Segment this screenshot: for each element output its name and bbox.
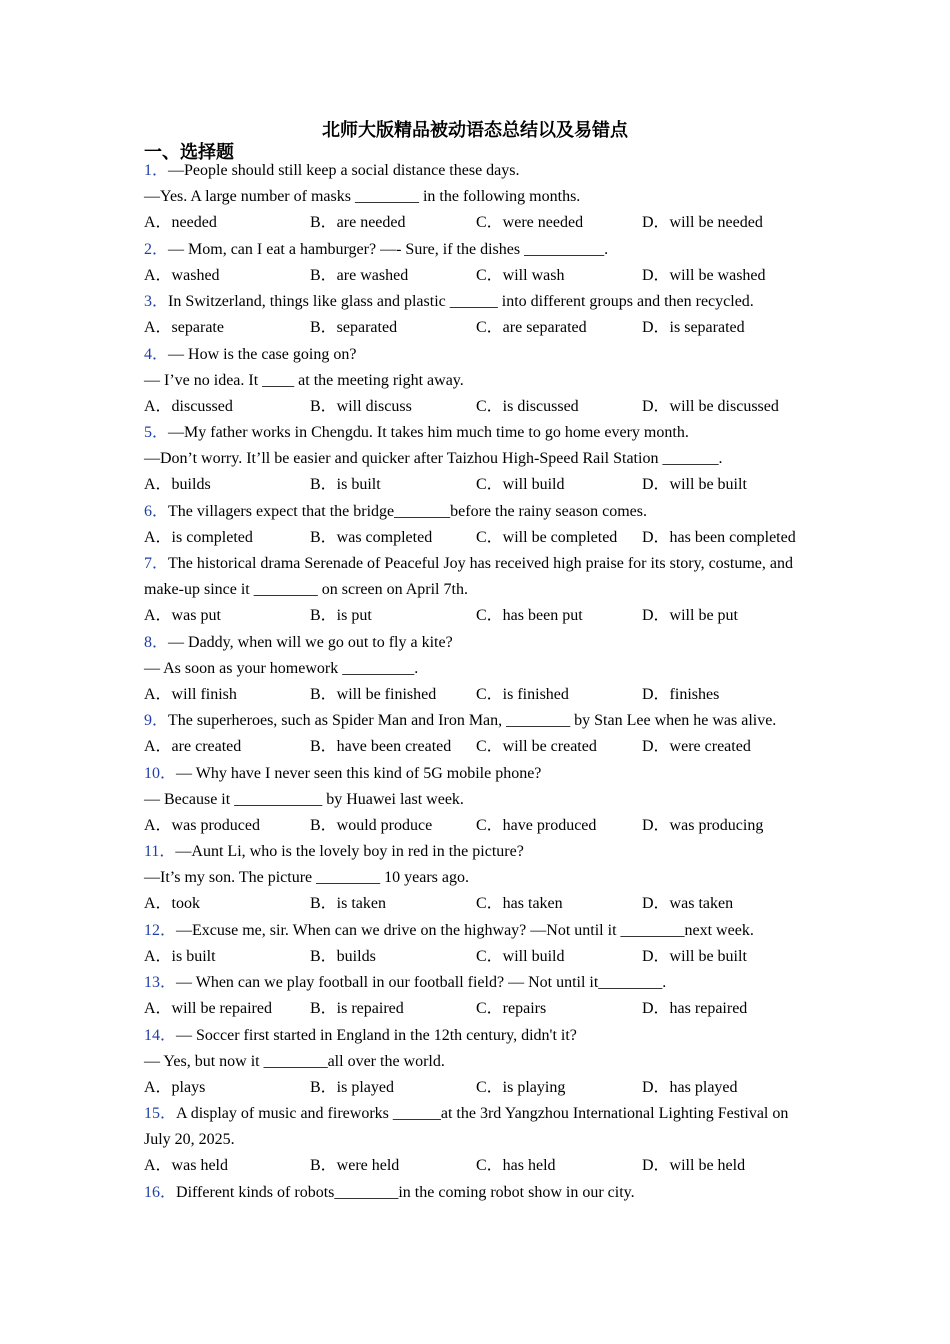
answer-option[interactable]: D．will be built [642,947,747,965]
question-number: 6． [144,502,169,520]
answer-option[interactable]: B．are needed [310,214,406,231]
answer-option[interactable]: A．is completed [144,528,253,546]
option-row [144,734,814,761]
question-stem-line [144,1049,814,1075]
question-stem [144,761,814,787]
answer-option[interactable]: A．are created [144,738,242,755]
option-row [144,210,814,237]
question-text: —My father works in Chengdu. It takes him much time to go home every month. [168,424,689,441]
answer-option[interactable]: A．is built [144,947,216,965]
question-text: In Switzerland, things like glass and plastic ______ into different groups and then recycled. [168,293,754,310]
answer-option[interactable]: D．was taken [642,895,734,912]
question-number: 9． [144,712,169,729]
option-row [144,996,814,1023]
answer-option[interactable]: D．will be built [642,476,747,493]
question-stem [144,708,814,734]
answer-option[interactable]: D．will be put [642,607,738,624]
answer-option[interactable]: C．will build [476,476,565,493]
question-number: 10． [144,764,177,782]
question-item [144,289,814,342]
question-item [144,499,814,552]
answer-option[interactable]: B．would produce [310,816,433,834]
answer-option[interactable]: D．were created [642,738,751,755]
question-stem [144,839,814,865]
option-row [144,891,814,918]
answer-option[interactable]: B．are washed [310,266,409,284]
question-text: — As soon as your homework _________. [144,659,419,677]
answer-option[interactable]: A．builds [144,476,211,493]
option-row [144,1075,814,1102]
answer-option[interactable]: A．was held [144,1157,228,1174]
question-text: —People should still keep a social distance these days. [168,162,520,179]
option-row [144,525,814,552]
answer-option[interactable]: B．will be finished [310,685,437,703]
answer-option[interactable]: D．will be held [642,1157,746,1174]
question-text: —Aunt Li, who is the lovely boy in red in the picture? [175,843,524,860]
option-row [144,813,814,840]
question-stem [144,158,814,184]
answer-option[interactable]: B．is put [310,607,372,624]
question-text: — Yes, but now it ________all over the world. [144,1052,445,1070]
question-stem [144,237,814,263]
question-stem [144,289,814,315]
question-text: — Daddy, when will we go out to fly a kite? [168,633,453,651]
question-item [144,420,814,499]
question-item [144,551,814,630]
question-stem [144,630,814,656]
question-stem-line [144,787,814,813]
answer-option[interactable]: A．will be repaired [144,1000,272,1017]
question-stem [144,1101,814,1153]
answer-option[interactable]: D．will be discussed [642,397,779,415]
question-stem [144,970,814,996]
question-text: — Mom, can I eat a hamburger? —- Sure, if the dishes __________. [168,240,609,258]
question-stem-line [144,184,814,210]
question-number: 7． [144,555,169,572]
question-number: 3． [144,293,169,310]
answer-option[interactable]: C．is finished [476,685,569,703]
answer-option[interactable]: C．are separated [476,319,587,336]
option-row [144,394,814,421]
option-row [144,944,814,971]
question-stem [144,342,814,368]
question-number: 5． [144,424,169,441]
answer-option[interactable]: A．separate [144,319,224,336]
answer-option[interactable]: B．is taken [310,895,386,912]
answer-option[interactable]: D．has played [642,1078,738,1096]
question-stem-line [144,656,814,682]
answer-option[interactable]: A．plays [144,1078,206,1096]
answer-option[interactable]: B．will discuss [310,397,412,415]
question-text: The historical drama Serenade of Peaceful Joy has received high praise for its story, costume, and make-up since it ________ on screen on April 7th. [144,555,793,598]
answer-option[interactable]: D．has been completed [642,528,796,546]
question-item [144,342,814,421]
answer-option[interactable]: C．will be created [476,738,597,755]
answer-option[interactable]: A．took [144,895,201,912]
question-item [144,970,814,1023]
question-stem [144,1023,814,1049]
answer-option[interactable]: C．repairs [476,1000,547,1017]
question-stem [144,918,814,944]
answer-option[interactable]: A．was put [144,607,221,624]
answer-option[interactable]: C．has held [476,1157,556,1174]
answer-option[interactable]: C．is discussed [476,397,579,415]
question-number: 11． [144,843,176,860]
question-item [144,237,814,290]
question-text: — I’ve no idea. It ____ at the meeting right away. [144,371,464,389]
question-number: 16． [144,1183,177,1201]
section-heading: 一、选择题 [144,142,234,163]
question-item [144,839,814,918]
question-number: 12． [144,921,177,939]
answer-option[interactable]: A．needed [144,214,217,231]
question-item [144,1023,814,1102]
option-row [144,315,814,342]
option-row [144,472,814,499]
answer-option[interactable]: B．have been created [310,738,452,755]
question-text: A display of music and fireworks ______at the 3rd Yangzhou International Lighting Festival on July 20, 2025. [144,1105,789,1148]
question-text: —It’s my son. The picture ________ 10 years ago. [144,869,469,886]
answer-option[interactable]: B．is repaired [310,1000,404,1017]
question-text: — Soccer first started in England in the 12th century, didn't it? [176,1026,577,1044]
question-text: — When can we play football in our football field? — Not until it________. [176,974,667,991]
question-stem [144,551,814,603]
answer-option[interactable]: C．will wash [476,266,565,284]
answer-option[interactable]: D．has repaired [642,1000,748,1017]
question-text: Different kinds of robots________in the coming robot show in our city. [176,1183,635,1201]
answer-option[interactable]: D．is separated [642,319,745,336]
question-number: 14． [144,1026,177,1044]
question-text: — Why have I never seen this kind of 5G mobile phone? [176,764,542,782]
question-stem [144,1180,814,1206]
answer-option[interactable]: A．discussed [144,397,233,415]
question-number: 13． [144,974,177,991]
question-text: — Because it ___________ by Huawei last week. [144,790,464,808]
answer-option[interactable]: C．has taken [476,895,563,912]
question-number: 8． [144,633,169,651]
answer-option[interactable]: D．finishes [642,685,720,703]
answer-option[interactable]: D．was producing [642,816,764,834]
question-stem-line [144,368,814,394]
option-row [144,682,814,709]
answer-option[interactable]: B．were held [310,1157,400,1174]
answer-option[interactable]: B．was completed [310,528,433,546]
answer-option[interactable]: B．builds [310,947,376,965]
answer-option[interactable]: C．have produced [476,816,597,834]
question-number: 2． [144,240,169,258]
answer-option[interactable]: B．is played [310,1078,394,1096]
answer-option[interactable]: C．were needed [476,214,584,231]
question-text: — How is the case going on? [168,345,357,363]
question-number: 15． [144,1105,177,1122]
question-number: 4． [144,345,169,363]
question-stem-line [144,865,814,891]
answer-option[interactable]: A．washed [144,266,220,284]
answer-option[interactable]: C．is playing [476,1078,566,1096]
answer-option[interactable]: A．will finish [144,685,237,703]
answer-option[interactable]: A．was produced [144,816,260,834]
answer-option[interactable]: B．separated [310,319,398,336]
question-stem [144,499,814,525]
question-item [144,1180,814,1206]
option-row [144,263,814,290]
question-stem [144,420,814,446]
question-item [144,158,814,237]
option-row [144,603,814,630]
question-item [144,1101,814,1180]
answer-option[interactable]: C．will build [476,947,565,965]
question-text: —Excuse me, sir. When can we drive on the highway? —Not until it ________next week. [176,921,754,939]
question-item [144,918,814,971]
question-stem-line [144,446,814,472]
answer-option[interactable]: C．will be completed [476,528,618,546]
question-list [144,158,814,1206]
question-text: The villagers expect that the bridge_______before the rainy season comes. [168,502,647,520]
question-text: —Yes. A large number of masks ________ in the following months. [144,188,581,205]
answer-option[interactable]: D．will be washed [642,266,766,284]
question-item [144,708,814,761]
option-row [144,1153,814,1180]
question-text: The superheroes, such as Spider Man and Iron Man, ________ by Stan Lee when he was alive. [168,712,777,729]
page-title: 北师大版精品被动语态总结以及易错点 [322,120,628,141]
question-text: —Don’t worry. It’ll be easier and quicker after Taizhou High-Speed Rail Station _______. [144,450,723,467]
answer-option[interactable]: C．has been put [476,607,583,624]
answer-option[interactable]: D．will be needed [642,214,763,231]
question-item [144,761,814,840]
question-item [144,630,814,709]
question-number: 1． [144,162,169,179]
answer-option[interactable]: B．is built [310,476,381,493]
